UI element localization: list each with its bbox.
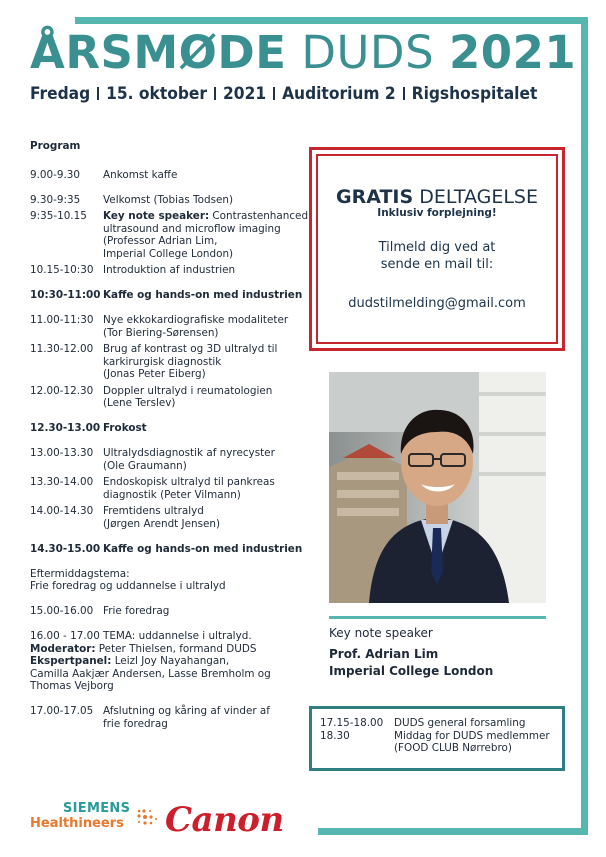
moderator-label: Moderator: bbox=[30, 642, 96, 655]
item-time: 13.30-14.00 bbox=[30, 476, 94, 488]
description-line: Middag for DUDS medlemmer bbox=[394, 729, 550, 742]
list-item bbox=[30, 605, 320, 618]
item-description bbox=[103, 314, 320, 339]
panel-label: Ekspertpanel: bbox=[30, 655, 112, 667]
page-title bbox=[30, 24, 576, 82]
item-time: 9.30-9:35 bbox=[30, 193, 81, 206]
event-room: Auditorium 2 bbox=[282, 84, 396, 104]
item-time: 12.00-12.30 bbox=[30, 384, 94, 397]
list-item bbox=[30, 289, 320, 302]
registration-text-line: sende en mail til: bbox=[380, 257, 494, 272]
list-item bbox=[30, 385, 320, 410]
item-description bbox=[103, 385, 320, 410]
description-line: karkirurgisk diagnostik bbox=[103, 355, 222, 368]
item-time: 17.00-17.05 bbox=[30, 705, 94, 717]
item-time: 13.00-13.30 bbox=[30, 447, 94, 459]
healthineers-wordmark: Healthineers bbox=[30, 816, 124, 831]
description-line: (Lene Terslev) bbox=[103, 397, 176, 409]
list-item bbox=[30, 422, 320, 435]
item-description bbox=[103, 543, 320, 556]
separator bbox=[214, 87, 216, 100]
list-item bbox=[30, 264, 320, 277]
event-day: Fredag bbox=[30, 84, 91, 104]
separator bbox=[273, 87, 275, 100]
speaker-affiliation: Imperial College London bbox=[329, 664, 494, 678]
speaker-photo bbox=[329, 372, 546, 603]
registration-box bbox=[309, 147, 565, 351]
item-time: 14.00-14.30 bbox=[30, 505, 94, 517]
title-year: 2021 bbox=[448, 26, 577, 79]
item-time: 18.30 bbox=[320, 729, 350, 742]
item-description bbox=[103, 289, 320, 302]
panel-line bbox=[30, 655, 320, 668]
description-line: frie foredrag bbox=[103, 717, 168, 730]
registration-text bbox=[318, 239, 556, 273]
general-assembly-box bbox=[309, 706, 565, 771]
list-item bbox=[30, 169, 320, 182]
title-arsmode: ÅRSMØDE bbox=[30, 26, 287, 79]
general-assembly-list bbox=[320, 717, 562, 755]
list-item bbox=[30, 630, 320, 643]
event-details bbox=[30, 84, 537, 104]
description-line: Velkomst (Tobias Todsen) bbox=[103, 193, 234, 206]
item-description bbox=[103, 705, 320, 730]
description-line: Nye ekkokardiografiske modaliteter bbox=[103, 314, 289, 326]
canon-logo: Canon bbox=[165, 800, 284, 840]
description-line: Ultralydsdiagnostik af nyrecyster bbox=[103, 447, 275, 459]
panel-names-cont: Thomas Vejborg bbox=[30, 680, 114, 692]
title-duds: DUDS bbox=[301, 26, 435, 79]
registration-heading-light: DELTAGELSE bbox=[413, 186, 538, 208]
frame-bottom-border bbox=[318, 828, 588, 835]
list-item bbox=[320, 730, 562, 755]
event-date: 15. oktober bbox=[106, 84, 208, 104]
item-description bbox=[103, 169, 320, 182]
registration-subheading: Inklusiv forplejning! bbox=[377, 207, 497, 219]
siemens-wordmark: SIEMENS bbox=[63, 801, 131, 816]
registration-heading-bold: GRATIS bbox=[336, 186, 414, 208]
description-line: (Jonas Peter Eiberg) bbox=[103, 368, 206, 380]
description-line: DUDS general forsamling bbox=[394, 717, 526, 729]
description-line: (Tor Biering-Sørensen) bbox=[103, 326, 219, 339]
description-line: Imperial College London) bbox=[103, 247, 234, 260]
description-line: ultrasound and microflow imaging bbox=[103, 222, 281, 235]
list-item bbox=[30, 543, 320, 556]
separator bbox=[403, 87, 405, 100]
item-time: 12.30-13.00 bbox=[30, 422, 101, 434]
list-item bbox=[30, 343, 320, 381]
description-line: diagnostik (Peter Vilmann) bbox=[103, 488, 241, 501]
item-time: 14.30-15.00 bbox=[30, 542, 101, 555]
registration-heading bbox=[318, 186, 556, 208]
event-year: 2021 bbox=[223, 84, 267, 104]
siemens-dots-icon bbox=[135, 807, 159, 831]
description-line: (Jørgen Arendt Jensen) bbox=[103, 517, 221, 530]
separator bbox=[97, 87, 99, 100]
description-line: Doppler ultralyd i reumatologien bbox=[103, 384, 273, 397]
speaker-label: Key note speaker bbox=[329, 626, 433, 640]
item-time: 9:35-10.15 bbox=[30, 210, 87, 222]
list-item bbox=[30, 314, 320, 339]
item-description bbox=[103, 476, 320, 501]
speaker-name-block bbox=[329, 646, 493, 680]
list-item bbox=[30, 505, 320, 530]
item-time: 10:30-11:00 bbox=[30, 289, 101, 301]
description-line: (FOOD CLUB Nørrebro) bbox=[394, 742, 512, 754]
item-time: 17.15-18.00 bbox=[320, 717, 384, 729]
panel-names: Leizl Joy Nayahangan, bbox=[111, 655, 230, 667]
list-item bbox=[30, 194, 320, 207]
item-description bbox=[394, 717, 562, 730]
frame-right-border bbox=[581, 17, 588, 835]
event-venue: Rigshospitalet bbox=[411, 84, 538, 104]
item-time: 11.00-11:30 bbox=[30, 314, 94, 326]
description-line: Ankomst kaffe bbox=[103, 168, 178, 181]
description-line: Frokost bbox=[103, 422, 147, 434]
item-time: 11.30-12.00 bbox=[30, 343, 94, 355]
item-time: 9.00-9.30 bbox=[30, 168, 81, 181]
description-line: (Ole Graumann) bbox=[103, 459, 187, 472]
list-item bbox=[320, 717, 562, 730]
description-line: Introduktion af industrien bbox=[103, 264, 236, 276]
speaker-divider bbox=[329, 616, 546, 619]
description-line: Fremtidens ultralyd bbox=[103, 505, 204, 517]
item-description bbox=[103, 210, 320, 260]
registration-email-link[interactable]: dudstilmelding@gmail.com bbox=[348, 296, 526, 311]
item-description bbox=[394, 730, 562, 755]
item-description bbox=[103, 447, 320, 472]
program-list bbox=[30, 169, 320, 556]
item-description: Frie foredrag bbox=[103, 605, 170, 617]
registration-inner-frame bbox=[316, 154, 558, 344]
description-line bbox=[103, 210, 320, 223]
speaker-name: Prof. Adrian Lim bbox=[329, 647, 439, 661]
program-heading: Program bbox=[30, 140, 81, 152]
panel-names-cont: Camilla Aakjær Andersen, Lasse Bremholm og bbox=[30, 667, 271, 680]
keynote-title: Contrastenhanced bbox=[209, 210, 309, 222]
registration-text-line: Tilmeld dig ved at bbox=[378, 240, 496, 255]
description-line: (Professor Adrian Lim, bbox=[103, 235, 218, 247]
list-item bbox=[30, 705, 320, 730]
item-description bbox=[103, 505, 320, 530]
description-line: Brug af kontrast og 3D ultralyd til bbox=[103, 343, 278, 355]
list-item bbox=[30, 476, 320, 501]
item-time: 15.00-16.00 bbox=[30, 605, 94, 617]
keynote-label: Key note speaker: bbox=[103, 210, 210, 222]
item-description bbox=[103, 343, 320, 381]
moderator-name: Peter Thielsen, formand DUDS bbox=[95, 642, 257, 655]
item-description: TEMA: uddannelse i ultralyd. bbox=[103, 630, 252, 642]
afternoon-theme-text: Frie foredrag og uddannelse i ultralyd bbox=[30, 580, 226, 592]
item-description bbox=[103, 264, 320, 277]
item-time: 16.00 - 17.00 bbox=[30, 630, 100, 642]
moderator-line bbox=[30, 643, 320, 656]
frame-top-border bbox=[75, 17, 588, 24]
description-line: Kaffe og hands-on med industrien bbox=[103, 289, 303, 301]
description-line: Kaffe og hands-on med industrien bbox=[103, 542, 303, 555]
item-description bbox=[103, 194, 320, 207]
item-time: 10.15-10:30 bbox=[30, 264, 94, 276]
list-item bbox=[30, 210, 320, 260]
description-line: Afslutning og kåring af vinder af bbox=[103, 705, 270, 717]
list-item bbox=[30, 447, 320, 472]
item-description bbox=[103, 422, 320, 435]
program-section bbox=[30, 140, 320, 730]
description-line: Endoskopisk ultralyd til pankreas bbox=[103, 476, 275, 488]
afternoon-theme-title: Eftermiddagstema: bbox=[30, 567, 130, 580]
